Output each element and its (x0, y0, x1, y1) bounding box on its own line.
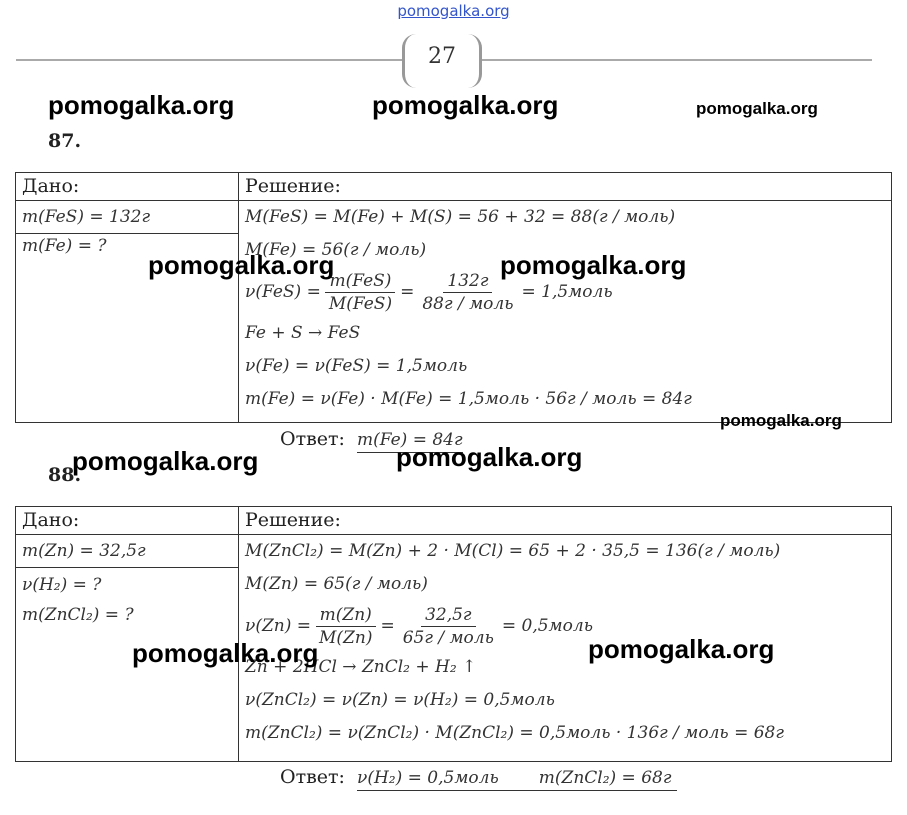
solution-step: M(Zn) = 65(г / моль) (245, 574, 428, 594)
watermark: pomogalka.org (372, 90, 559, 120)
fraction-rhs: = 0,5моль (501, 616, 593, 636)
watermark: pomogalka.org (72, 446, 259, 476)
fraction-rhs: = 1,5моль (521, 282, 613, 302)
watermark: pomogalka.org (396, 442, 583, 472)
solution-step: Zn + 2HCl → ZnCl₂ + H₂ ↑ (245, 657, 477, 677)
given-cell: m(FeS) = 132г (16, 201, 239, 234)
fraction-denominator: 88г / моль (422, 293, 514, 314)
watermark: pomogalka.org (48, 90, 235, 120)
answer-value: m(ZnCl₂) = 68г (539, 768, 678, 791)
solution-step: ν(ZnCl₂) = ν(Zn) = ν(H₂) = 0,5моль (245, 690, 555, 710)
answer (280, 766, 677, 788)
page-number: 27 (402, 34, 482, 88)
fraction-numerator: 132г (443, 270, 492, 293)
solution-step: ν(Fe) = ν(FeS) = 1,5моль (245, 356, 468, 376)
fraction-equals: = (380, 616, 395, 636)
fraction-numerator: m(Zn) (316, 604, 376, 627)
fraction (315, 604, 376, 649)
answer-label: Ответ: (280, 766, 345, 788)
answer-label: Ответ: (280, 428, 345, 450)
problem-87-table (15, 172, 892, 423)
fraction-equals: = (400, 282, 415, 302)
fraction-lhs: ν(Zn) = (245, 616, 312, 636)
solution-header: Решение: (239, 507, 892, 535)
fraction (325, 270, 396, 315)
fraction-denominator: M(FeS) (328, 293, 393, 314)
solution-cell (239, 201, 892, 423)
given-cell: m(Zn) = 32,5г (16, 535, 239, 568)
answer-value: m(Fe) = 84г (357, 430, 463, 453)
solution-step: M(ZnCl₂) = M(Zn) + 2 · M(Cl) = 65 + 2 · 35,5 = 136(г / моль) (245, 541, 781, 561)
watermark: pomogalka.org (588, 634, 775, 664)
watermark: pomogalka.org (148, 250, 335, 280)
solution-step: m(ZnCl₂) = ν(ZnCl₂) · M(ZnCl₂) = 0,5моль · 136г / моль = 68г (245, 723, 784, 743)
fraction-denominator: 65г / моль (402, 627, 494, 648)
solution-step: Fe + S → FeS (245, 323, 361, 343)
problem-number: 87. (48, 130, 82, 152)
solution-step: m(Fe) = ν(Fe) · M(Fe) = 1,5моль · 56г / моль = 84г (245, 389, 692, 409)
solution-cell (239, 535, 892, 762)
find-item: m(ZnCl₂) = ? (22, 605, 134, 626)
problem-number: 88. (48, 464, 82, 486)
fraction-lhs: ν(FeS) = (245, 282, 321, 302)
given-header: Дано: (16, 507, 239, 535)
fraction-numerator: m(FeS) (325, 270, 395, 293)
solution-step: M(FeS) = M(Fe) + M(S) = 56 + 32 = 88(г / моль) (245, 207, 676, 227)
answer-value: ν(H₂) = 0,5моль (357, 768, 539, 791)
header-rule-left (16, 59, 402, 61)
solution-step: M(Fe) = 56(г / моль) (245, 240, 427, 260)
watermark: pomogalka.org (132, 638, 319, 668)
fraction (399, 604, 498, 649)
find-item: m(Fe) = ? (22, 236, 107, 256)
watermark: pomogalka.org (696, 99, 818, 118)
fraction-denominator: M(Zn) (319, 627, 373, 648)
fraction-step (245, 601, 885, 651)
site-link[interactable]: pomogalka.org (397, 2, 510, 20)
watermark: pomogalka.org (500, 250, 687, 280)
given-header: Дано: (16, 173, 239, 201)
watermark: pomogalka.org (720, 411, 842, 430)
solution-header: Решение: (239, 173, 892, 201)
header-rule-right (482, 59, 872, 61)
find-item: ν(H₂) = ? (22, 575, 102, 596)
fraction-numerator: 32,5г (421, 604, 475, 627)
